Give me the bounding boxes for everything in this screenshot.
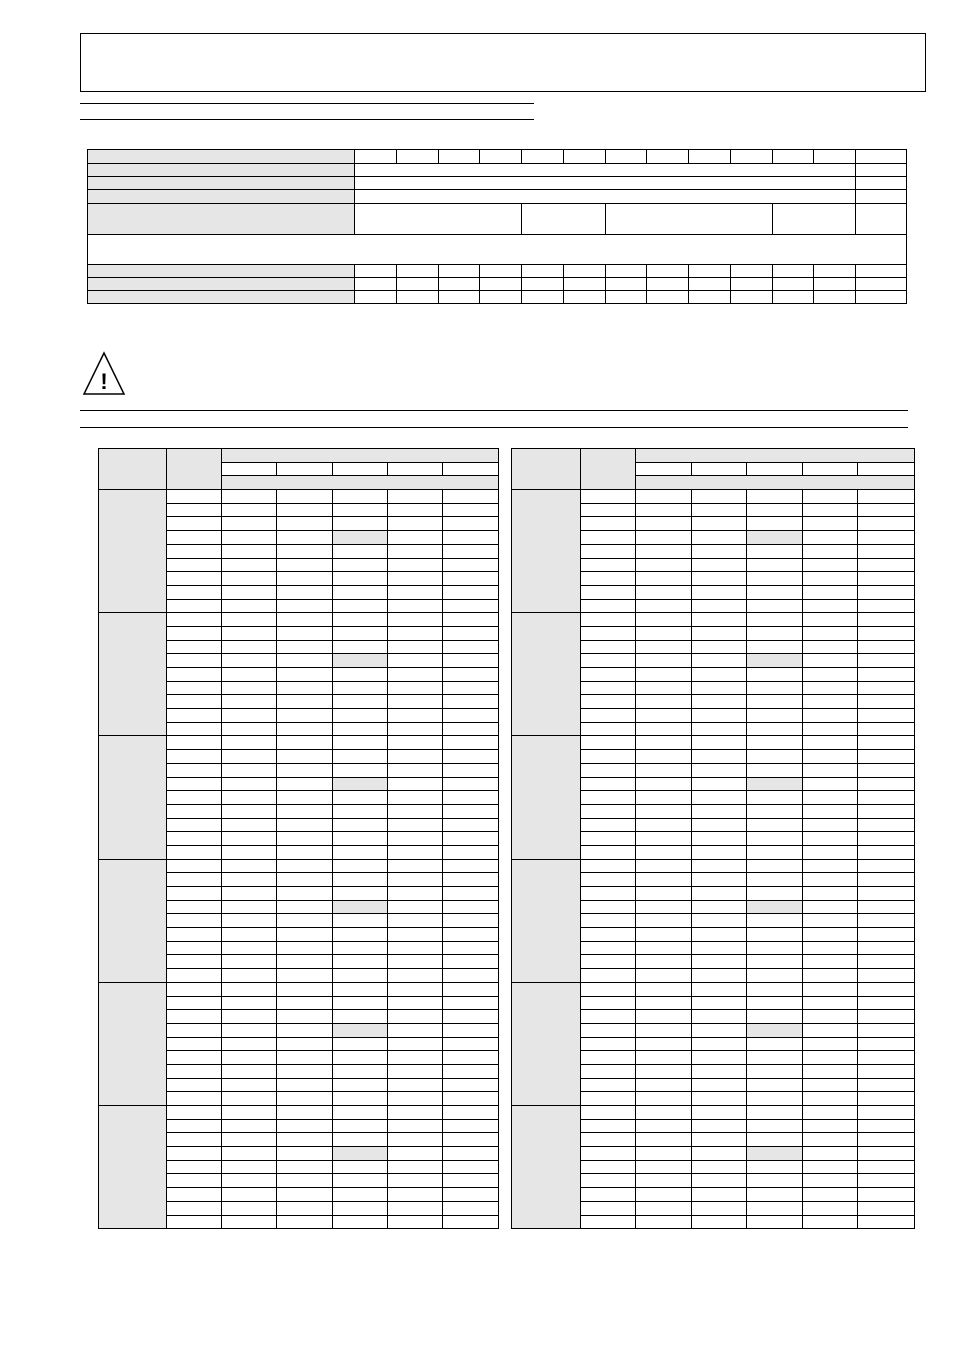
grid-row — [99, 490, 499, 504]
grid-row — [99, 613, 499, 627]
rule-line — [80, 410, 908, 411]
spec-row — [88, 190, 907, 204]
grid-row — [99, 736, 499, 750]
rule-line — [80, 103, 534, 104]
warning-glyph: ! — [100, 369, 108, 394]
grid-row — [99, 982, 499, 996]
grid-row — [512, 613, 915, 627]
spec-row — [88, 150, 907, 164]
spec-row — [88, 278, 907, 291]
spec-row — [88, 204, 907, 235]
spec-row — [88, 291, 907, 304]
grid-row — [512, 859, 915, 873]
grid-header-row — [99, 449, 499, 463]
header-box — [80, 33, 926, 92]
rule-line — [80, 427, 908, 428]
grid-table-right — [511, 448, 915, 1229]
spec-table — [87, 149, 907, 304]
warning-triangle-icon — [82, 351, 126, 397]
rule-line — [80, 119, 534, 120]
grid-row — [512, 736, 915, 750]
grid-row — [512, 1106, 915, 1120]
grid-table-left — [98, 448, 499, 1229]
spec-row — [88, 235, 907, 265]
grid-row — [99, 1106, 499, 1120]
spec-row — [88, 265, 907, 278]
grid-row — [512, 490, 915, 504]
grid-row — [99, 859, 499, 873]
spec-row — [88, 164, 907, 177]
grid-header-row — [512, 449, 915, 463]
grid-row — [512, 982, 915, 996]
spec-row — [88, 177, 907, 190]
